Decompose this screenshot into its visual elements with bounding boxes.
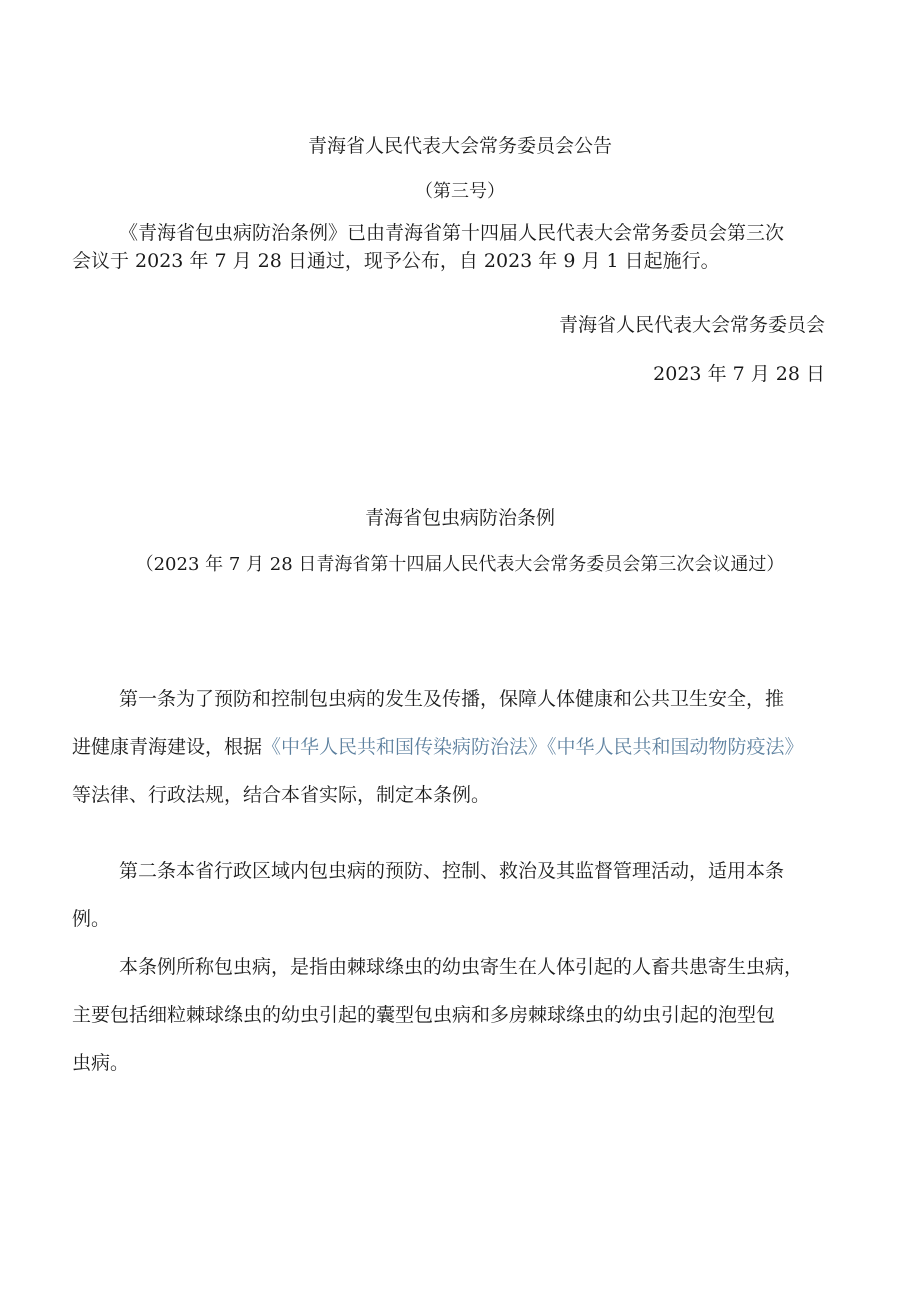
article2-line1: 第二条本省行政区域内包虫病的预防、控制、救治及其监督管理活动，适用本条 [119, 860, 785, 882]
law-link-infectious-disease[interactable]: 《中华人民共和国传染病防治法》 [262, 736, 548, 758]
announcement-date: 2023 年 7 月 28 日 [653, 363, 825, 385]
paragraph3-line2: 主要包括细粒棘球绦虫的幼虫引起的囊型包虫病和多房棘球绦虫的幼虫引起的泡型包 [72, 1004, 776, 1026]
announcement-body-line2: 会议于 2023 年 7 月 28 日通过，现予公布，自 2023 年 9 月 1 日起施行。 [72, 250, 720, 272]
article2-line2: 例。 [72, 908, 111, 930]
article1-line1: 第一条为了预防和控制包虫病的发生及传播，保障人体健康和公共卫生安全，推 [119, 688, 785, 710]
announcement-title: 青海省人民代表大会常务委员会公告 [307, 135, 612, 157]
article1-line3: 等法律、行政法规，结合本省实际，制定本条例。 [72, 784, 491, 806]
announcement-body-line1: 《青海省包虫病防治条例》已由青海省第十四届人民代表大会常务委员会第三次 [119, 222, 785, 244]
article1-line2-prefix: 进健康青海建设，根据 [72, 736, 263, 758]
law-link-animal-epidemic[interactable]: 《中华人民共和国动物防疫法》 [547, 736, 804, 758]
paragraph3-line3: 虫病。 [72, 1052, 130, 1074]
announcement-signature: 青海省人民代表大会常务委员会 [558, 314, 825, 336]
regulation-subtitle: （2023 年 7 月 28 日青海省第十四届人民代表大会常务委员会第三次会议通过） [135, 554, 785, 575]
paragraph3-line1: 本条例所称包虫病，是指由棘球绦虫的幼虫寄生在人体引起的人畜共患寄生虫病， [119, 956, 804, 978]
regulation-title: 青海省包虫病防治条例 [364, 507, 555, 529]
article1-line2 [72, 738, 804, 757]
announcement-number: （第三号） [415, 181, 505, 202]
